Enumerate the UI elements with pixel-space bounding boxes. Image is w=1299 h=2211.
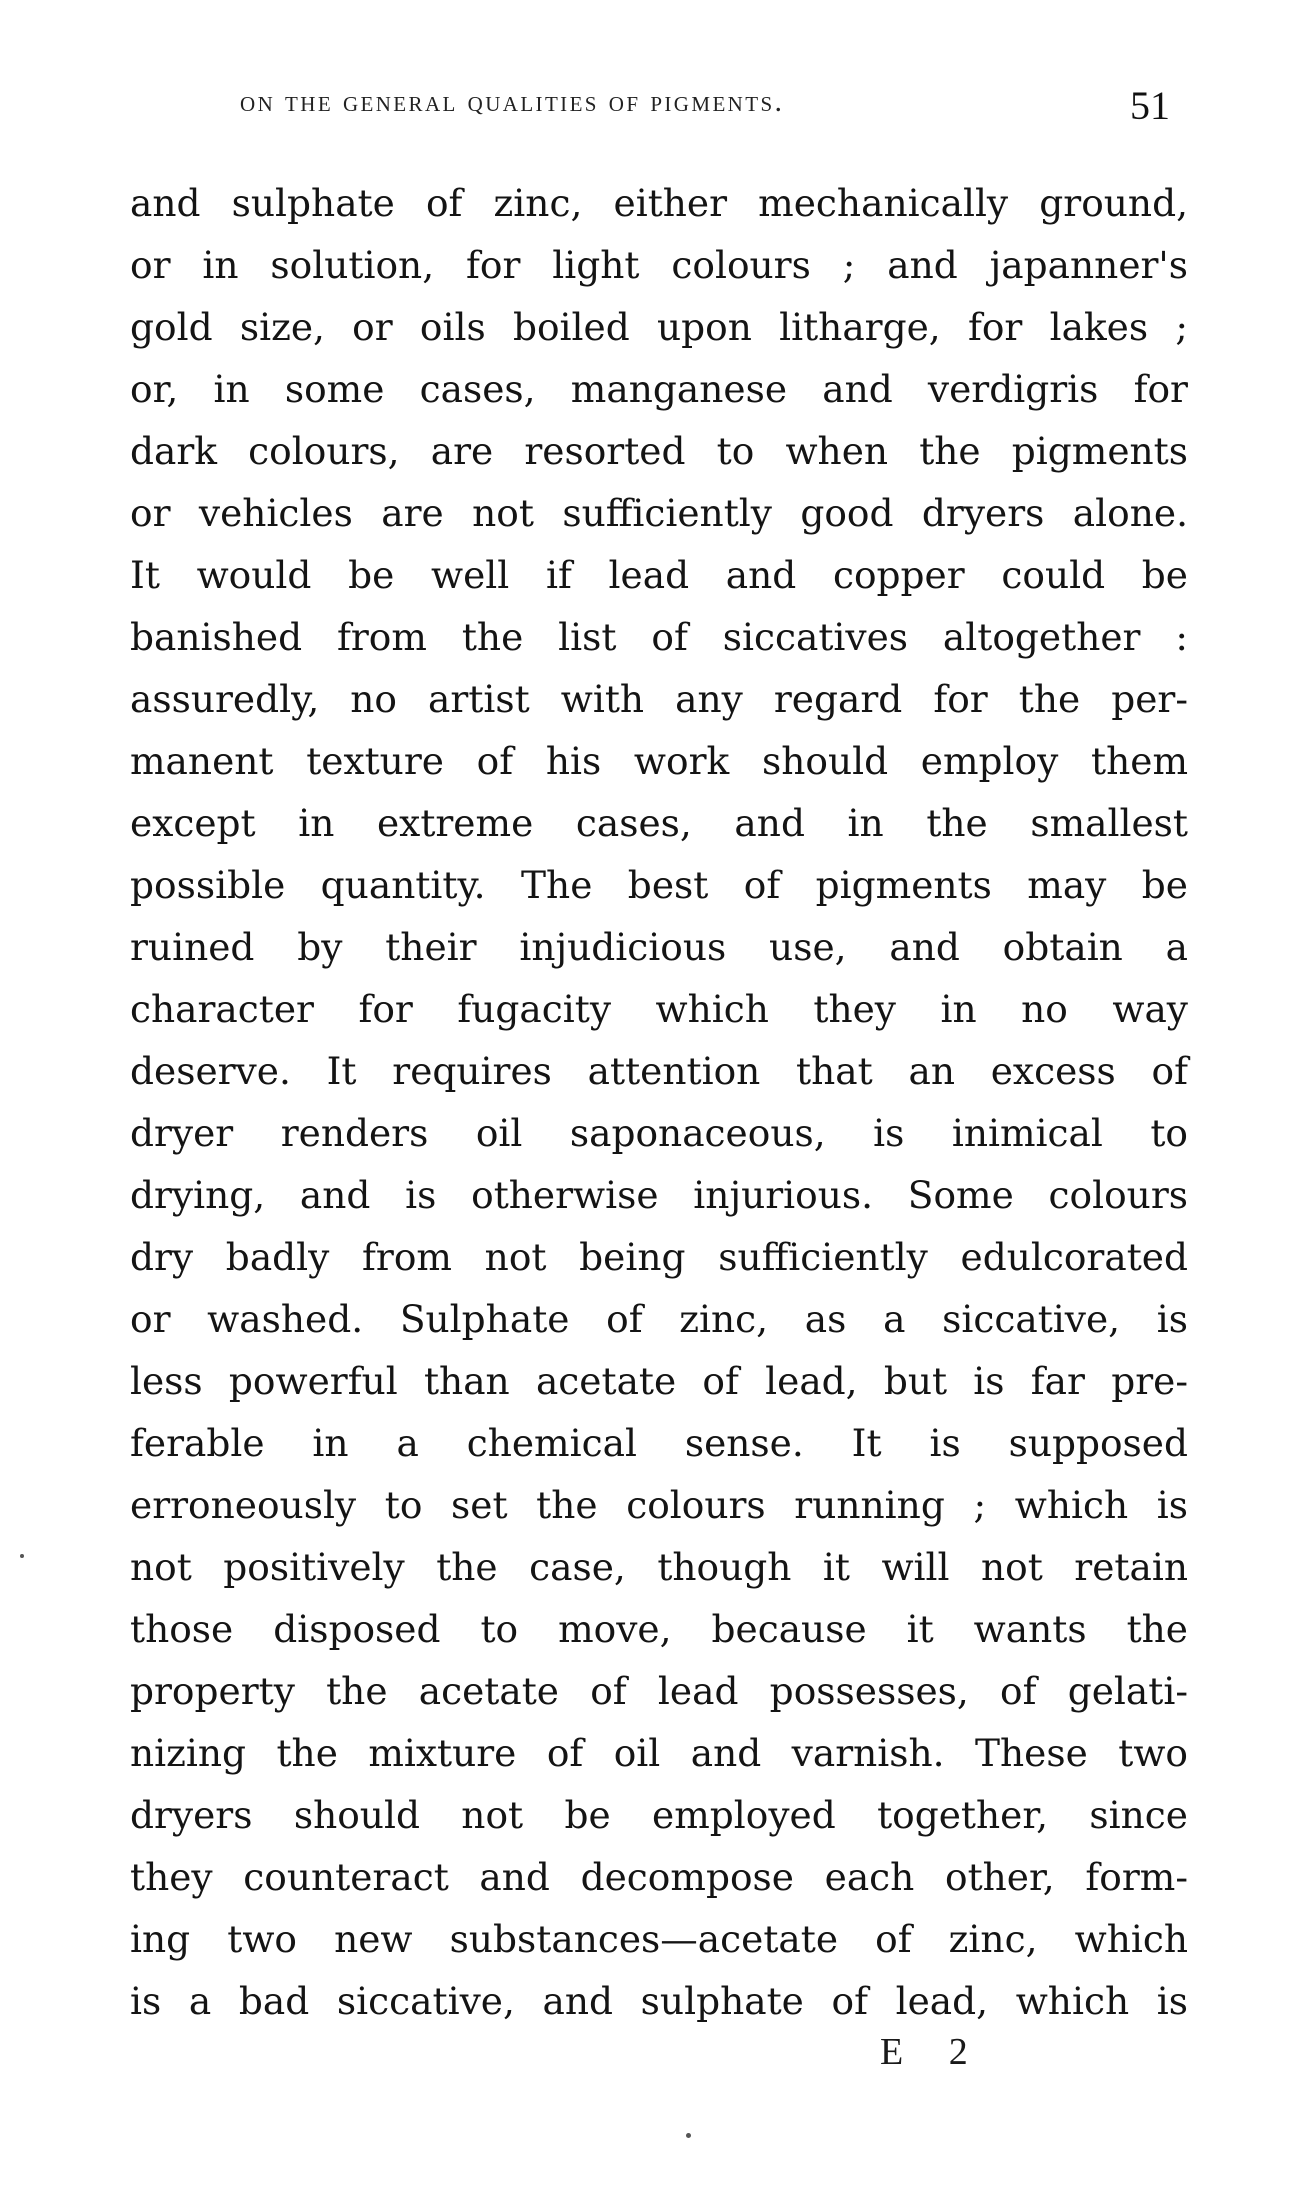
text-line: erroneously to set the colours running ; which is	[130, 1483, 1188, 1527]
text-line: except in extreme cases, and in the smallest	[130, 801, 1188, 845]
text-line: those disposed to move, because it wants the	[130, 1607, 1188, 1651]
text-line: less powerful than acetate of lead, but is far pre-	[130, 1359, 1188, 1403]
text-line: they counteract and decompose each other, form-	[130, 1855, 1188, 1899]
text-line: and sulphate of zinc, either mechanically ground,	[130, 181, 1188, 225]
page-number: 51	[1130, 83, 1170, 128]
text-line: dry badly from not being sufficiently edulcorated	[130, 1235, 1188, 1279]
text-line: or in solution, for light colours ; and japanner's	[130, 243, 1188, 287]
text-line: deserve. It requires attention that an excess of	[130, 1049, 1188, 1093]
text-line: property the acetate of lead possesses, of gelati-	[130, 1669, 1188, 1713]
text-line: or vehicles are not sufficiently good dryers alone.	[130, 491, 1188, 535]
text-line: nizing the mixture of oil and varnish. These two	[130, 1731, 1188, 1775]
text-line: or washed. Sulphate of zinc, as a siccative, is	[130, 1297, 1188, 1341]
text-line: It would be well if lead and copper could be	[130, 553, 1188, 597]
running-title: on the general qualities of pigments.	[240, 85, 785, 118]
text-line: is a bad siccative, and sulphate of lead, which is	[130, 1979, 1188, 2023]
text-line: dark colours, are resorted to when the pigments	[130, 429, 1188, 473]
text-line: gold size, or oils boiled upon litharge, for lakes ;	[130, 305, 1188, 349]
text-line: ruined by their injudicious use, and obtain a	[130, 925, 1188, 969]
text-line: not positively the case, though it will not retain	[130, 1545, 1188, 1589]
text-line: ing two new substances—acetate of zinc, which	[130, 1917, 1188, 1961]
text-line: or, in some cases, manganese and verdigris for	[130, 367, 1188, 411]
text-line: dryers should not be employed together, since	[130, 1793, 1188, 1837]
text-line: banished from the list of siccatives altogether :	[130, 615, 1188, 659]
text-line: assuredly, no artist with any regard for the per-	[130, 677, 1188, 721]
ink-speck	[20, 1554, 24, 1558]
text-line: possible quantity. The best of pigments may be	[130, 863, 1188, 907]
body-text	[130, 172, 1188, 2032]
text-line: character for fugacity which they in no way	[130, 987, 1188, 1031]
ink-speck	[686, 2133, 691, 2138]
text-line: ferable in a chemical sense. It is supposed	[130, 1421, 1188, 1465]
text-line: drying, and is otherwise injurious. Some colours	[130, 1173, 1188, 1217]
text-line: dryer renders oil saponaceous, is inimical to	[130, 1111, 1188, 1155]
text-line: manent texture of his work should employ them	[130, 739, 1188, 783]
signature-mark: E 2	[880, 2031, 986, 2073]
